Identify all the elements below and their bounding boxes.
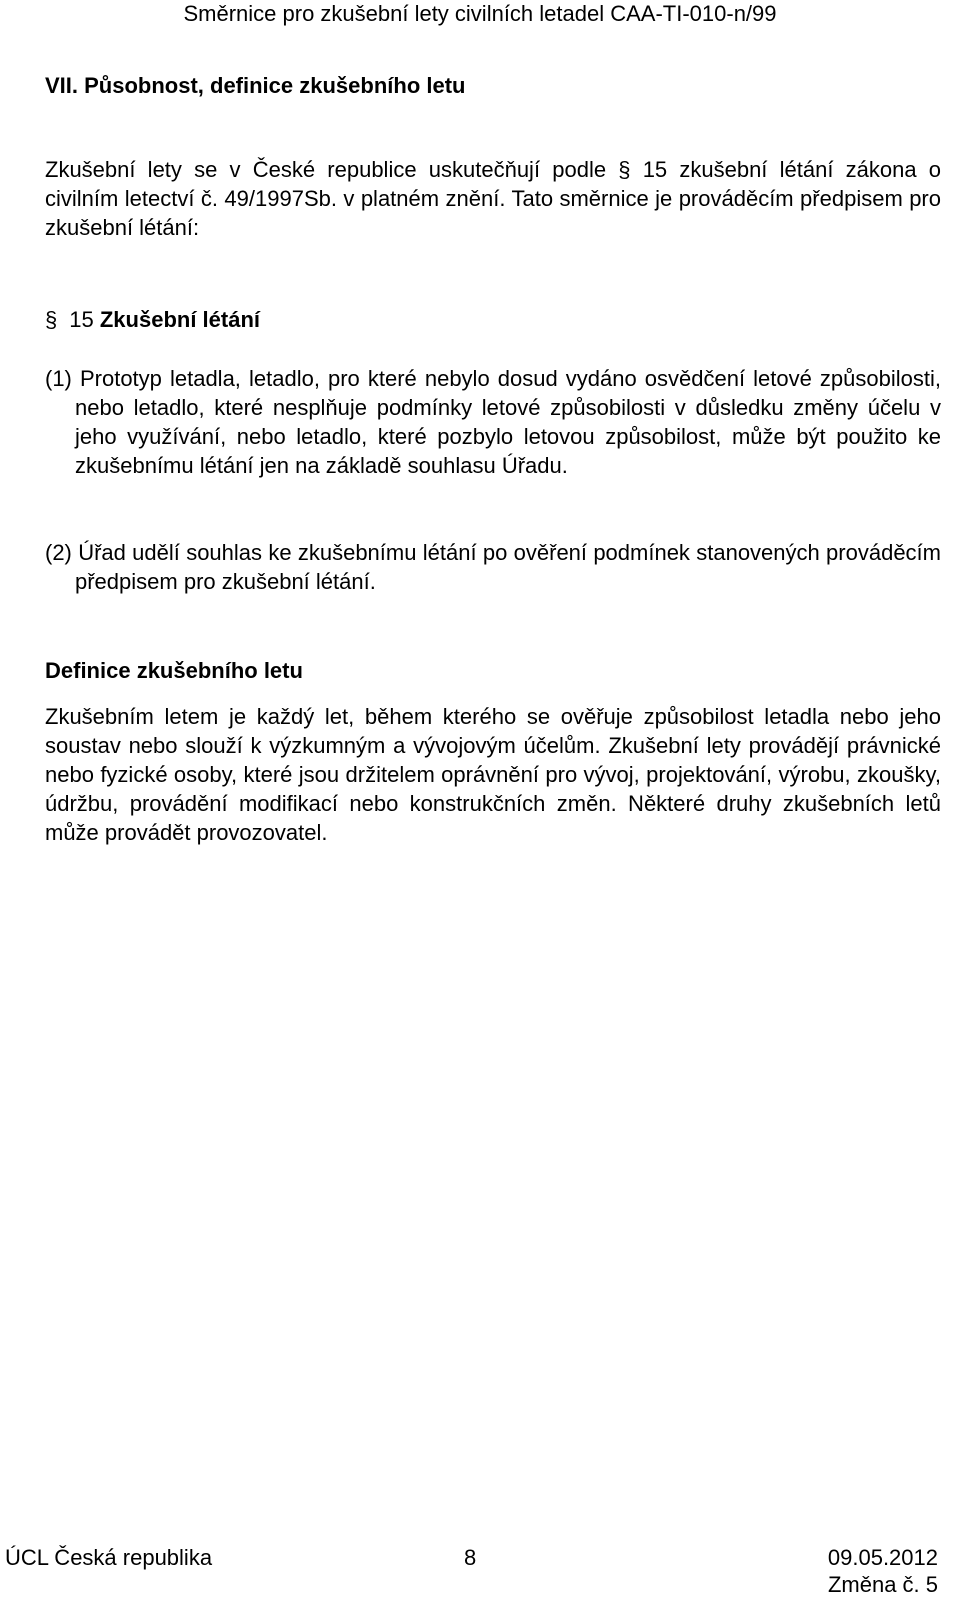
clause-1 [45,364,941,480]
footer-page-number: 8 [464,1545,477,1570]
clause-text: Prototyp letadla, letadlo, pro které nebylo dosud vydáno osvědčení letové způsobilosti, nebo letadlo, které nesplňuje podmínky letové způsobilosti v důsledku změny účelu v jeho využívání, nebo letadlo, které pozbylo letovou způsobilost, může být použito ke zkušebnímu létání jen na základě souhlasu Úřadu. [75,366,941,478]
definition-paragraph: Zkušebním letem je každý let, během kterého se ověřuje způsobilost letadla nebo jeho soustav nebo slouží k výzkumným a vývojovým účelům. Zkušební lety provádějí právnické nebo fyzické osoby, které jsou držitelem oprávnění pro vývoj, projektování, výrobu, zkoušky, údržbu, provádění modifikací nebo konstrukčních změn. Některé druhy zkušebních letů může provádět provozovatel. [45,704,941,845]
clause-text: Úřad udělí souhlas ke zkušebnímu létání po ověření podmínek stanovených prováděcím předpisem pro zkušební létání. [75,540,941,594]
intro-paragraph: Zkušební lety se v České republice uskutečňují podle § 15 zkušební létání zákona o civilním letectví č. 49/1997Sb. v platném znění. Tato směrnice je prováděcím předpisem pro zkušební létání: [45,157,941,240]
paragraph-heading [45,306,260,334]
running-header: Směrnice pro zkušební lety civilních letadel CAA-TI-010-n/99 [183,1,777,26]
paragraph-title: Zkušební létání [99,307,261,332]
paragraph-number: 15 [69,307,94,332]
footer-organization: ÚCL Česká republika [5,1545,213,1570]
definition-heading: Definice zkušebního letu [45,658,303,683]
footer-date: 09.05.2012 [827,1545,938,1570]
footer-change: Změna č. 5 [827,1572,938,1597]
paragraph-sign: § [45,307,58,332]
clause-label: (1) [45,366,72,391]
clause-2 [45,538,941,596]
clause-label: (2) [45,540,72,565]
section-heading: VII. Působnost, definice zkušebního letu [45,73,466,98]
